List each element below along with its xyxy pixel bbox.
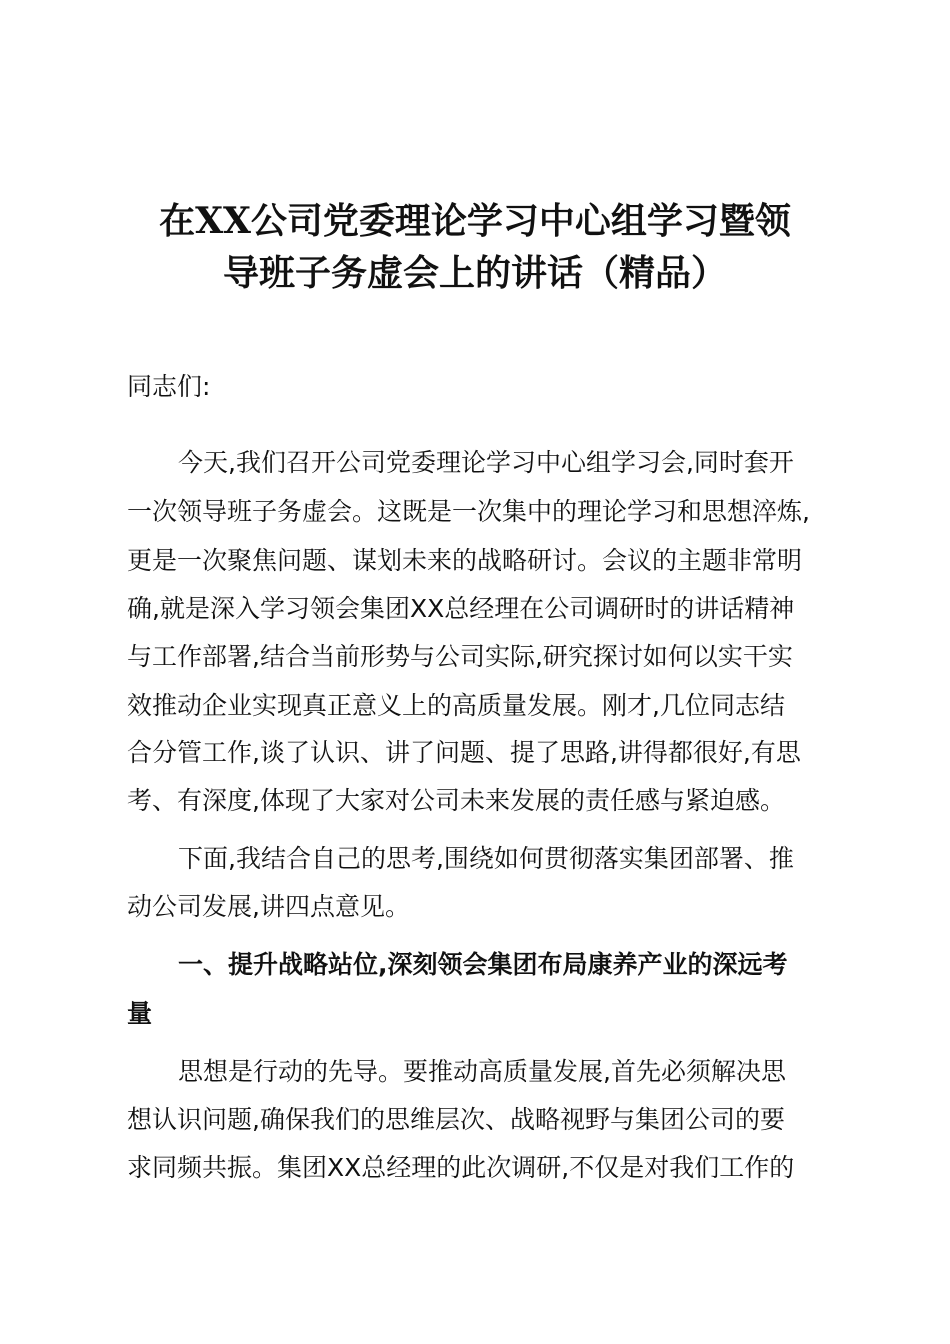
document-title-line-2: 导班子务虚会上的讲话（精品） (222, 252, 727, 294)
paragraph-1-line-4: 确,就是深入学习领会集团XX总经理在公司调研时的讲话精神 (127, 594, 795, 623)
salutation: 同志们: (127, 372, 211, 401)
paragraph-2-line-2: 动公司发展,讲四点意见。 (127, 892, 410, 921)
paragraph-3-line-2: 想认识问题,确保我们的思维层次、战略视野与集团公司的要 (127, 1105, 785, 1134)
paragraph-1-line-2: 一次领导班子务虚会。这既是一次集中的理论学习和思想淬炼, (127, 497, 810, 526)
paragraph-2-line-1: 下面,我结合自己的思考,围绕如何贯彻落实集团部署、推 (178, 844, 794, 873)
paragraph-1-line-1: 今天,我们召开公司党委理论学习中心组学习会,同时套开 (178, 448, 794, 477)
paragraph-1-line-5: 与工作部署,结合当前形势与公司实际,研究探讨如何以实干实 (127, 642, 793, 671)
section-1-heading-line-2: 量 (127, 999, 153, 1028)
paragraph-1-line-7: 合分管工作,谈了认识、讲了问题、提了思路,讲得都很好,有思 (127, 738, 801, 767)
paragraph-1-line-6: 效推动企业实现真正意义上的高质量发展。刚才,几位同志结 (127, 691, 785, 720)
paragraph-1-line-3: 更是一次聚焦问题、谋划未来的战略研讨。会议的主题非常明 (127, 546, 803, 575)
document-title-line-1: 在XX公司党委理论学习中心组学习暨领 (159, 200, 791, 242)
paragraph-1-line-8: 考、有深度,体现了大家对公司未来发展的责任感与紧迫感。 (127, 786, 785, 815)
section-1-heading-line-1: 一、提升战略站位,深刻领会集团布局康养产业的深远考 (178, 950, 788, 979)
paragraph-3-line-1: 思想是行动的先导。要推动高质量发展,首先必须解决思 (178, 1057, 786, 1086)
paragraph-3-line-3: 求同频共振。集团XX总经理的此次调研,不仅是对我们工作的 (127, 1153, 795, 1182)
